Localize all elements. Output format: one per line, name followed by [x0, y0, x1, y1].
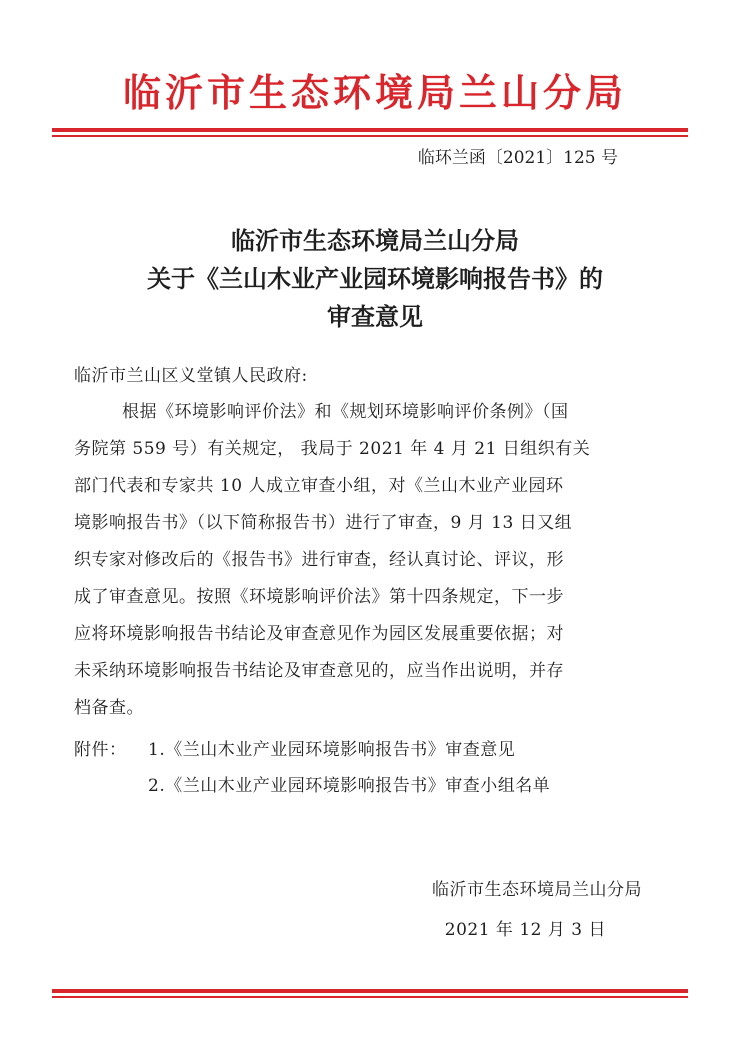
- body-line: 织专家对修改后的《报告书》进行审查，经认真讨论、评议，形: [74, 550, 564, 570]
- body-line: 未采纳环境影响报告书结论及审查意见的，应当作出说明，并存: [74, 661, 564, 681]
- letterhead-rule-thin: [52, 135, 688, 137]
- body-line: 成了审查意见。按照《环境影响评价法》第十四条规定，下一步: [74, 587, 564, 607]
- attachment-item: [74, 768, 674, 804]
- footer-rule-thin: [52, 996, 688, 998]
- letterhead-rule-thick: [52, 128, 688, 132]
- agency-letterhead: 临沂市生态环境局兰山分局: [122, 71, 627, 115]
- signature-block: [432, 870, 642, 950]
- body-line: 务院第 559 号）有关规定， 我局于 2021 年 4 月 21 日组织有关: [74, 439, 591, 459]
- title-line-3: 审查意见: [327, 303, 423, 331]
- document-number: 临环兰函〔2021〕125 号: [417, 148, 618, 168]
- addressee: 临沂市兰山区义堂镇人民政府:: [74, 366, 308, 386]
- footer-rule-thick: [52, 989, 688, 993]
- body-line: 档备查。: [74, 698, 144, 718]
- title-line-1: 临沂市生态环境局兰山分局: [231, 227, 519, 255]
- signature-date: 2021 年 12 月 3 日: [444, 920, 606, 940]
- attachments-label: 附件：: [74, 740, 127, 760]
- attachment-item-1: 1.《兰山木业产业园环境影响报告书》审查意见: [148, 740, 516, 760]
- attachment-item-2: 2.《兰山木业产业园环境影响报告书》审查小组名单: [148, 776, 551, 796]
- body-line: 部门代表和专家共 10 人成立审查小组，对《兰山木业产业园环: [74, 476, 564, 496]
- attachments-list: [74, 732, 674, 804]
- document-title: [60, 222, 690, 336]
- signature-agency: 临沂市生态环境局兰山分局: [432, 880, 642, 900]
- body-line: 境影响报告书》（以下简称报告书）进行了审查，9 月 13 日又组: [74, 513, 573, 533]
- body-paragraph: [74, 394, 664, 727]
- title-line-2: 关于《兰山木业产业园环境影响报告书》的: [147, 265, 603, 293]
- attachment-item: [74, 732, 674, 768]
- body-line: 根据《环境影响评价法》和《规划环境影响评价条例》（国: [122, 402, 569, 422]
- body-line: 应将环境影响报告书结论及审查意见作为园区发展重要依据；对: [74, 624, 564, 644]
